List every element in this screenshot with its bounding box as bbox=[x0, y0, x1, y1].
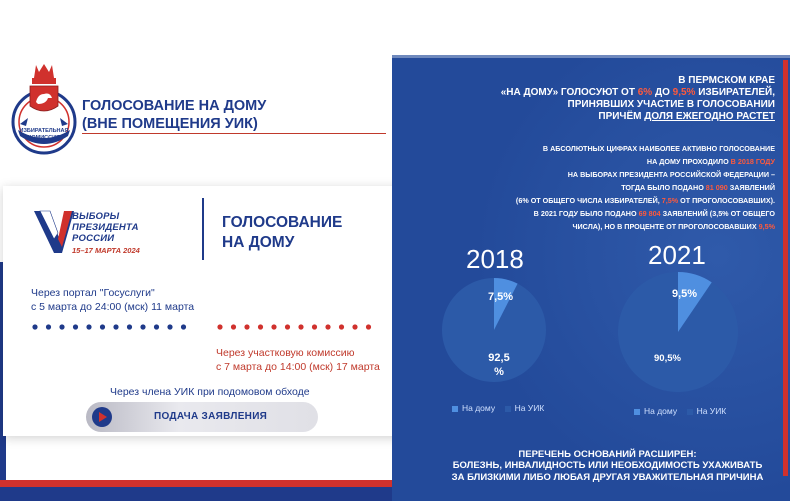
logo-dates: 15–17 МАРТА 2024 bbox=[72, 246, 140, 255]
portal-method-label: Через портал "Госуслуги" bbox=[31, 287, 155, 299]
page-title-line1: ГОЛОСОВАНИЕ НА ДОМУ bbox=[82, 98, 267, 114]
legend-2021-uik: На УИК bbox=[696, 406, 727, 416]
summary-line1: В ПЕРМСКОМ КРАЕ bbox=[678, 75, 775, 86]
page-title bbox=[82, 97, 382, 133]
member-method-label: Через члена УИК при подомовом обходе bbox=[110, 386, 310, 398]
chart-title-2021: 2021 bbox=[648, 240, 706, 270]
legend-2018 bbox=[452, 403, 544, 413]
pie-2021-label-home: 9,5% bbox=[672, 288, 698, 300]
panel-right-edge bbox=[790, 55, 800, 501]
legend-2018-home: На дому bbox=[462, 403, 496, 413]
summary-line3: ПРИНЯВШИХ УЧАСТИЕ В ГОЛОСОВАНИИ bbox=[567, 99, 775, 110]
legend-2018-uik: На УИК bbox=[514, 403, 545, 413]
grounds-heading: ПЕРЕЧЕНЬ ОСНОВАНИЙ РАСШИРЕН: bbox=[518, 449, 697, 460]
details-paragraph bbox=[430, 142, 775, 233]
dotted-divider-blue bbox=[31, 322, 201, 332]
page-title-line2: (ВНЕ ПОМЕЩЕНИЯ УИК) bbox=[82, 116, 258, 132]
grounds-text bbox=[440, 460, 775, 483]
details-line7: ЧИСЛА), НО В ПРОЦЕНТЕ ОТ ПРОГОЛОСОВАВШИХ 9,5% bbox=[572, 222, 775, 231]
summary-line2: «НА ДОМУ» ГОЛОСУЮТ ОТ 6% ДО 9,5% ИЗБИРАТЕЛЕЙ, bbox=[500, 87, 775, 98]
uik-method-dates: с 7 марта до 14:00 (мск) 17 марта bbox=[216, 361, 380, 373]
card-title-line1: ГОЛОСОВАНИЕ bbox=[222, 214, 343, 231]
panel-red-accent bbox=[783, 60, 788, 476]
play-arrow-icon bbox=[92, 407, 112, 427]
legend-swatch-home bbox=[634, 409, 640, 415]
submit-application-label: ПОДАЧА ЗАЯВЛЕНИЯ bbox=[154, 411, 268, 422]
legend-2021-home: На дому bbox=[644, 406, 678, 416]
details-line6: В 2021 ГОДУ БЫЛО ПОДАНО 69 804 ЗАЯВЛЕНИЙ (3,5% ОТ ОБЩЕГО bbox=[533, 209, 775, 218]
commission-emblem bbox=[8, 60, 80, 160]
summary-line4: ПРИЧЁМ ДОЛЯ ЕЖЕГОДНО РАСТЕТ bbox=[598, 111, 775, 122]
title-underline bbox=[82, 133, 386, 134]
panel-top-line bbox=[392, 55, 800, 58]
card-title-line2: НА ДОМУ bbox=[222, 234, 295, 251]
details-line5: (6% ОТ ОБЩЕГО ЧИСЛА ИЗБИРАТЕЛЕЙ, 7,5% ОТ ПРОГОЛОСОВАВШИХ). bbox=[515, 196, 775, 205]
grounds-line2: ЗА БЛИЗКИМИ ЛИБО ЛЮБАЯ ДРУГАЯ УВАЖИТЕЛЬНАЯ ПРИЧИНА bbox=[451, 471, 764, 483]
legend-2021 bbox=[634, 406, 726, 416]
logo-line1: ВЫБОРЫ bbox=[72, 211, 120, 222]
logo-line2: ПРЕЗИДЕНТА bbox=[72, 222, 139, 233]
details-line1: В АБСОЛЮТНЫХ ЦИФРАХ НАИБОЛЕЕ АКТИВНО ГОЛОСОВАНИЕ bbox=[542, 144, 775, 153]
logo-line3: РОССИИ bbox=[72, 233, 115, 244]
grounds-line1: БОЛЕЗНЬ, ИНВАЛИДНОСТЬ ИЛИ НЕОБХОДИМОСТЬ УХАЖИВАТЬ bbox=[452, 460, 763, 471]
emblem-caption: ИЗБИРАТЕЛЬНАЯ КОМИССИЯ bbox=[19, 128, 69, 141]
card-divider bbox=[202, 198, 204, 260]
pie-2018-label-home: 7,5% bbox=[488, 291, 514, 303]
legend-swatch-uik bbox=[505, 406, 511, 412]
bottom-stripe-red bbox=[0, 480, 440, 487]
details-line3: НА ВЫБОРАХ ПРЕЗИДЕНТА РОССИЙСКОЙ ФЕДЕРАЦИИ – bbox=[567, 170, 775, 179]
legend-swatch-home bbox=[452, 406, 458, 412]
chart-title-2018: 2018 bbox=[466, 244, 524, 274]
portal-method-dates: с 5 марта до 24:00 (мск) 11 марта bbox=[31, 301, 195, 313]
details-line4: ТОГДА БЫЛО ПОДАНО 81 090 ЗАЯВЛЕНИЙ bbox=[621, 183, 775, 192]
submit-application-button[interactable] bbox=[86, 402, 318, 432]
summary-paragraph bbox=[470, 75, 775, 123]
uik-method-label: Через участковую комиссию bbox=[216, 347, 355, 359]
bottom-stripe-blue bbox=[0, 487, 440, 501]
legend-swatch-uik bbox=[687, 409, 693, 415]
details-line2: НА ДОМУ ПРОХОДИЛО В 2018 ГОДУ bbox=[646, 157, 775, 166]
pie-2021-label-uik: 90,5% bbox=[654, 353, 681, 364]
dotted-divider-red bbox=[216, 322, 376, 332]
pie-2018-label-uik: 92,5 % bbox=[488, 352, 510, 378]
